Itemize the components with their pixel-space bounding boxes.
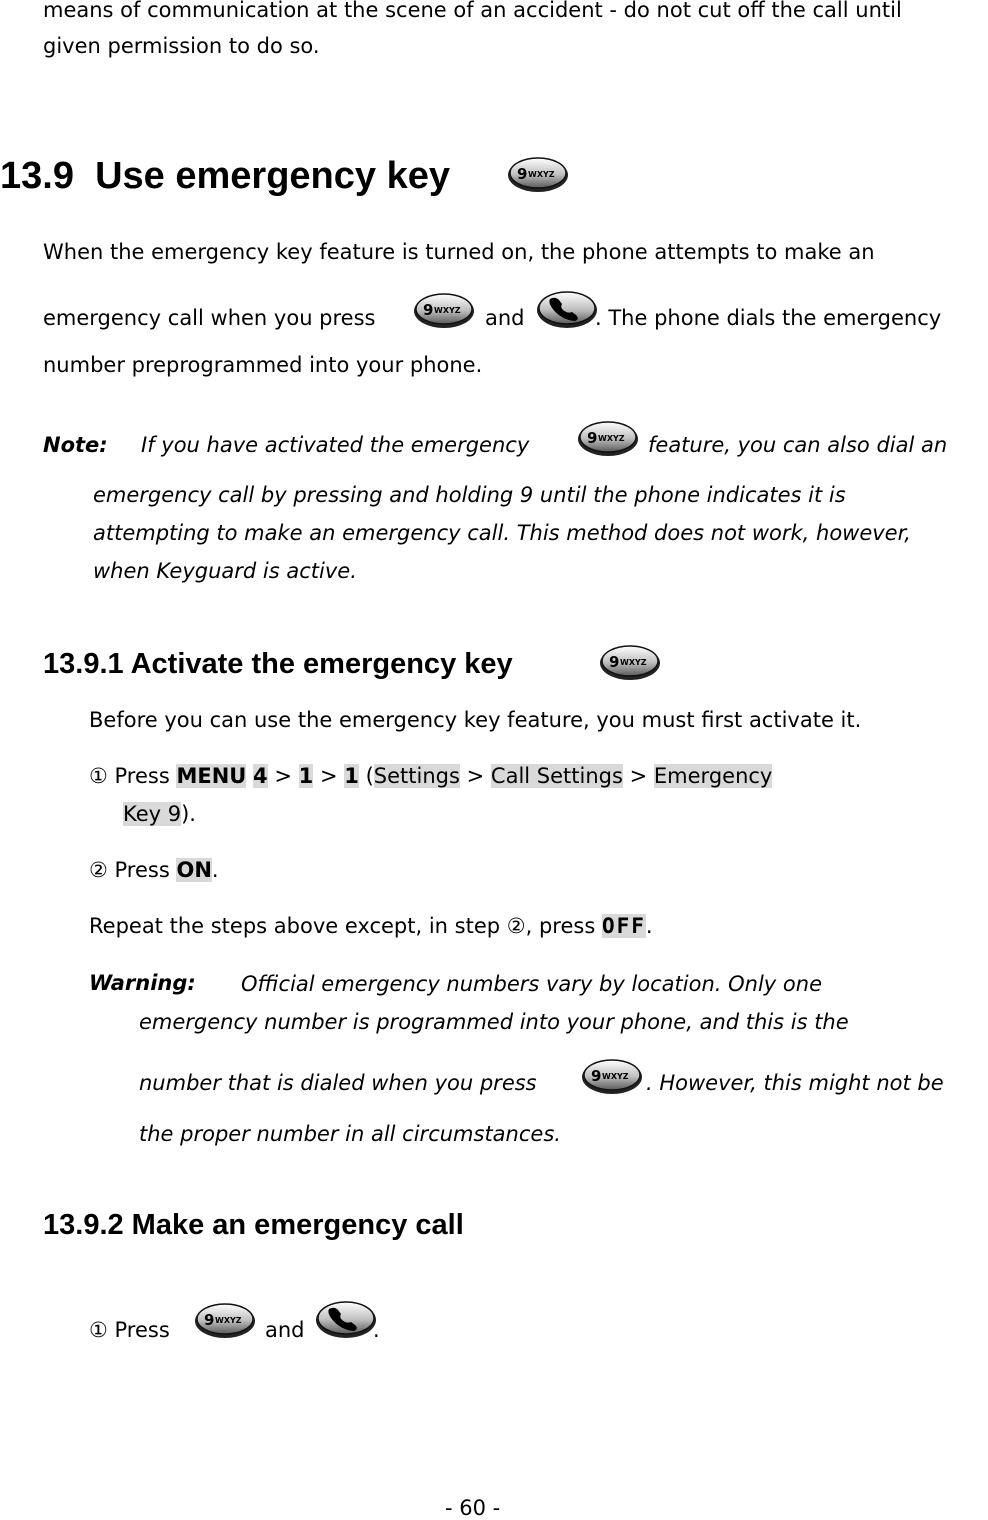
menu-path-call-settings: Call Settings <box>490 764 623 788</box>
section-body-line-2c: . The phone dials the emergency <box>595 306 942 330</box>
menu-path-emergency: Emergency <box>653 764 773 788</box>
nine-wxyz-key-icon <box>193 1300 257 1340</box>
nine-wxyz-key-icon <box>576 418 640 458</box>
subsection-1-title: 13.9.1 Activate the emergency key <box>43 648 513 680</box>
nine-wxyz-key-icon <box>580 1056 644 1096</box>
off-key: OFF <box>601 914 646 938</box>
repeat-step-marker: ② <box>506 914 526 938</box>
warning-line-4: the proper number in all circumstances. <box>139 1122 561 1146</box>
nine-wxyz-key-icon <box>506 154 570 194</box>
menu-key: MENU <box>176 764 247 788</box>
sub2-step-1-press: Press <box>114 1318 170 1342</box>
warning-line-1: Official emergency numbers vary by location. Only one <box>241 972 822 996</box>
sub2-step-1-a <box>89 1318 170 1342</box>
key-4: 4 <box>253 764 268 788</box>
step-1-marker: ① <box>89 764 108 788</box>
nine-wxyz-key-icon <box>412 290 476 330</box>
warning-line-2: emergency number is programmed into your phone, and this is the <box>139 1010 849 1034</box>
note-line-3: attempting to make an emergency call. This method does not work, however, <box>93 521 911 545</box>
warning-label: Warning: <box>89 971 196 995</box>
section-body-line-3: number preprogrammed into your phone. <box>43 353 483 377</box>
note-line-1b: feature, you can also dial an <box>648 433 948 457</box>
section-heading <box>0 155 450 198</box>
section-body-line-2a: emergency call when you press <box>43 306 376 330</box>
step-1-press: Press <box>114 764 170 788</box>
section-body-line-1: When the emergency key feature is turned on, the phone attempts to make an <box>43 240 875 264</box>
step-2-marker: ② <box>89 858 108 882</box>
subsection-2-title: 13.9.2 Make an emergency call <box>43 1209 464 1241</box>
note-line-2: emergency call by pressing and holding 9 until the phone indicates it is <box>93 483 846 507</box>
subsection-1-intro: Before you can use the emergency key feature, you must first activate it. <box>89 708 862 732</box>
step-1-line-2: Key 9). <box>123 802 196 826</box>
key-1: 1 <box>298 764 314 788</box>
step-1-line: ① Press MENU 4 > 1 > 1 (Settings > Call Settings > Emergency <box>89 764 773 788</box>
sub2-step-1-period: . <box>373 1318 380 1342</box>
section-title: Use emergency key <box>95 155 450 197</box>
warning-line-3a: number that is dialed when you press <box>139 1071 537 1095</box>
page-number: - 60 - <box>445 1496 501 1520</box>
section-number: 13.9 <box>0 155 74 197</box>
separator: > <box>466 764 485 788</box>
separator: > <box>274 764 292 788</box>
sub2-step-1-marker: ① <box>89 1318 108 1342</box>
sub2-step-1-and: and <box>265 1318 305 1342</box>
step-2-line: ② Press ON. <box>89 858 219 882</box>
note-line-1a: If you have activated the emergency <box>141 433 530 457</box>
nine-wxyz-key-icon <box>598 642 662 682</box>
intro-line-2: given permission to do so. <box>43 34 320 58</box>
note-line-4: when Keyguard is active. <box>93 559 357 583</box>
send-call-key-icon <box>314 1294 378 1342</box>
send-call-key-icon <box>535 284 599 332</box>
step-2-press: Press <box>114 858 170 882</box>
intro-line-1: means of communication at the scene of an accident - do not cut off the call until <box>43 0 902 22</box>
on-key: ON <box>176 858 212 882</box>
repeat-text-b: , press <box>525 914 596 938</box>
section-body-line-2b: and <box>485 306 525 330</box>
warning-line-3b: . However, this might not be <box>646 1071 944 1095</box>
repeat-text-a: Repeat the steps above except, in step <box>89 914 501 938</box>
menu-path-key-9: Key 9 <box>123 802 182 826</box>
separator: > <box>629 764 648 788</box>
note-label: Note: <box>43 433 108 457</box>
separator: > <box>319 764 338 788</box>
repeat-line: Repeat the steps above except, in step ②, press OFF. <box>89 914 653 938</box>
menu-path-settings: Settings <box>373 764 460 788</box>
key-1: 1 <box>344 764 359 788</box>
